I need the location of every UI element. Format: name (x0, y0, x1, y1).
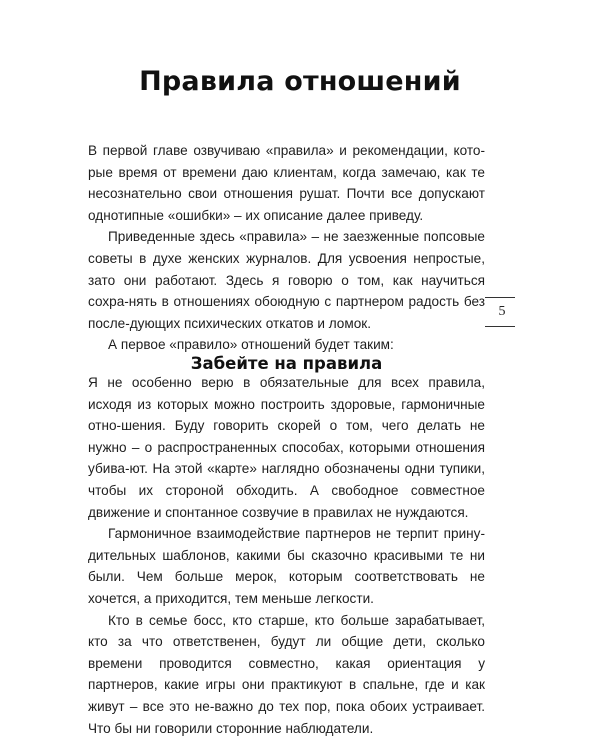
intro-paragraph-2: Приведенные здесь «правила» – не заезженные попсовые советы в духе женских журналов. Для усвоения непростые, зато они работают. Здесь я говорю о том, как научиться сохра-нять в отношениях обоюдную с партнером радость без после-дующих психических откатов и ломок. (88, 229, 485, 331)
chapter-title: Правила отношений (139, 66, 461, 98)
section-title: Забейте на правила (190, 353, 383, 373)
page-number-rule-bottom (485, 326, 515, 327)
page-number-marker (485, 297, 515, 327)
intro-paragraph-1: В первой главе озвучиваю «правила» и рекомендации, кото-рые время от времени даю клиентам, когда замечаю, как те несознательно свои отношения рушат. Почти все допускают однотипные «ошибки» – их описание далее приведу. (88, 143, 485, 223)
section-paragraph-3: Кто в семье босс, кто старше, кто больше зарабатывает, кто за что ответственен, будут ли общие дети, сколько времени проводится совместно, какая ориентация у партнеров, какие игры они практикуют в спальне, где и как живут – все это не-важно до тех пор, пока обоих устраивает. Что бы ни говорили сторонние наблюдатели. (88, 612, 485, 736)
intro-text (88, 140, 485, 356)
section-paragraph-1: Я не особенно верю в обязательные для всех правила, исходя из которых можно построить здоровые, гармоничные отно-шения. Буду говорить скорей о том, чего делать не нужно – о распространенных способах, которыми отношения убива-ют. На этой «карте» наглядно обозначены одни тупики, чтобы их стороной обходить. А свободное совместное движение и спонтанное созвучие в правилах не нуждаются. (88, 375, 485, 520)
page-number: 5 (498, 304, 506, 319)
section-text (88, 372, 485, 739)
section-paragraph-2: Гармоничное взаимодействие партнеров не терпит прину-дительных шаблонов, какими бы сказочно красивыми те ни были. Чем больше мерок, которым соответствовать не хочется, а приходится, тем меньше легкости. (88, 526, 485, 606)
intro-paragraph-3: А первое «правило» отношений будет таким: (108, 337, 394, 353)
